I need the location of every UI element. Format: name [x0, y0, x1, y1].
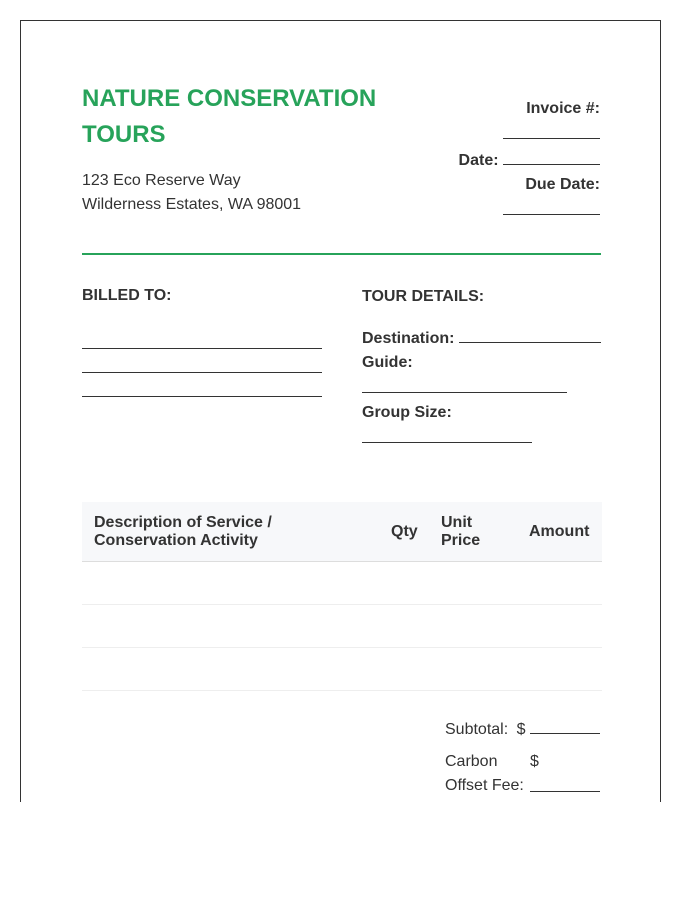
table-row[interactable]	[82, 562, 602, 605]
destination-label: Destination:	[362, 330, 455, 347]
billed-to-line-2[interactable]	[82, 349, 322, 373]
subtotal-label: Subtotal:	[445, 721, 509, 738]
invoice-number-label: Invoice #:	[526, 100, 600, 117]
invoice-number-row	[459, 97, 600, 121]
date-field[interactable]	[503, 147, 600, 165]
date-label: Date:	[458, 152, 499, 169]
table-row[interactable]	[82, 605, 602, 648]
tour-details-title: TOUR DETAILS:	[362, 288, 485, 305]
due-date-row-value	[459, 197, 600, 223]
col-qty: Qty	[391, 523, 418, 540]
services-table-header	[82, 502, 602, 562]
col-amount: Amount	[529, 523, 590, 540]
billed-to-line-3[interactable]	[82, 373, 322, 397]
group-size-row-value	[362, 425, 602, 451]
subtotal-currency: $	[516, 721, 526, 738]
due-date-label: Due Date:	[525, 176, 600, 193]
due-date-field[interactable]	[503, 197, 600, 215]
billed-to-lines	[82, 325, 322, 397]
company-address	[82, 169, 301, 217]
table-row[interactable]	[82, 648, 602, 691]
tour-details	[362, 285, 602, 451]
group-size-row	[362, 401, 602, 425]
guide-row	[362, 351, 602, 375]
group-size-field[interactable]	[362, 425, 532, 443]
invoice-number-row-value	[459, 121, 600, 147]
carbon-fee-label: Carbon Offset Fee:	[445, 753, 524, 794]
carbon-fee-currency: $	[530, 753, 539, 770]
subtotal-field[interactable]	[530, 716, 600, 734]
billed-to-line-1[interactable]	[82, 325, 322, 349]
company-name: NATURE CONSERVATION TOURS	[82, 85, 377, 148]
guide-label: Guide:	[362, 354, 413, 371]
invoice-number-field[interactable]	[503, 121, 600, 139]
header-divider	[82, 253, 601, 255]
group-size-label: Group Size:	[362, 404, 452, 421]
billed-to-title: BILLED TO:	[82, 287, 172, 304]
date-row	[459, 147, 600, 173]
carbon-fee-field[interactable]	[530, 774, 600, 792]
destination-row	[362, 325, 602, 351]
address-line-2: Wilderness Estates, WA 98001	[82, 196, 302, 213]
col-description: Description of Service / Conservation Activity	[94, 514, 272, 549]
address-line-1: 123 Eco Reserve Way	[82, 172, 241, 189]
due-date-row	[459, 173, 600, 197]
col-unit-price: Unit Price	[441, 514, 481, 549]
carbon-fee-block	[445, 750, 605, 798]
invoice-meta	[459, 97, 600, 223]
guide-field[interactable]	[362, 375, 567, 393]
invoice-page	[20, 20, 661, 802]
guide-row-value	[362, 375, 602, 401]
destination-field[interactable]	[459, 325, 601, 343]
carbon-fee-row	[445, 750, 605, 798]
subtotal-row	[445, 716, 600, 742]
